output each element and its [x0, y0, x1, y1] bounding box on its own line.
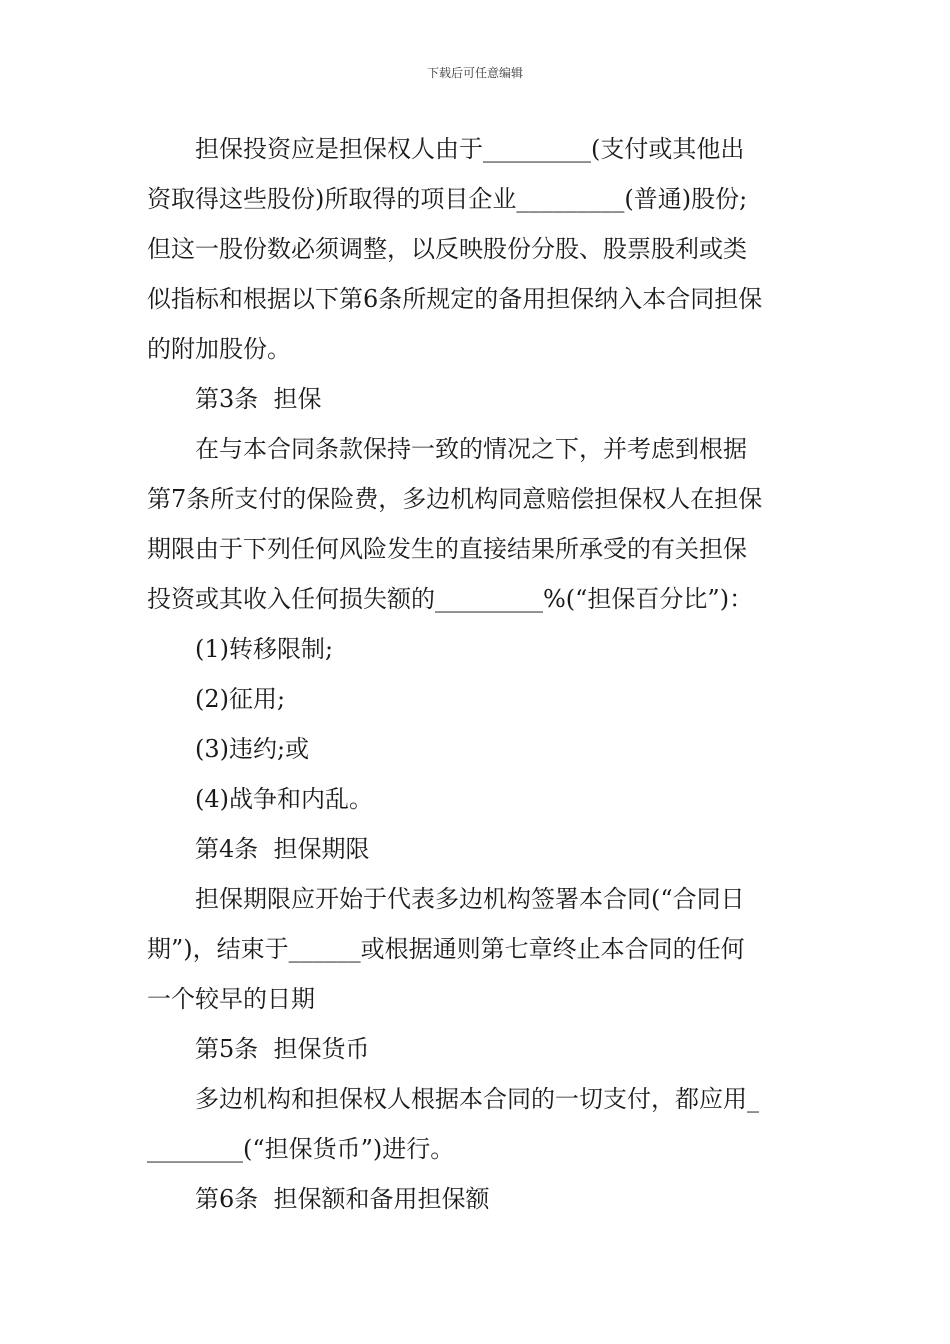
text-line: 担保投资应是担保权人由于_________(支付或其他出	[195, 135, 745, 163]
text-line: 第7条所支付的保险费，多边机构同意赔偿担保权人在担保	[147, 485, 763, 513]
text-line: 担保期限应开始于代表多边机构签署本合同(“合同日	[195, 885, 745, 913]
paragraph-investment	[147, 124, 807, 374]
list-item-text: (1)转移限制;	[195, 635, 334, 663]
text-line: 多边机构和担保权人根据本合同的一切支付，都应用_	[195, 1085, 759, 1113]
list-item-text: (3)违约;或	[195, 735, 310, 763]
list-item-text: (2)征用;	[195, 685, 286, 713]
text-line: 的附加股份。	[147, 335, 291, 363]
text-line: ________(“担保货币”)进行。	[147, 1135, 455, 1163]
text-line: 但这一股份数必须调整，以反映股份分股、股票股利或类	[147, 235, 747, 263]
list-item-text: (4)战争和内乱。	[195, 785, 373, 813]
section-heading-6	[147, 1174, 807, 1224]
heading-text: 第3条 担保	[195, 385, 322, 413]
document-body	[147, 124, 807, 1224]
paragraph-currency	[147, 1074, 807, 1174]
heading-text: 第6条 担保额和备用担保额	[195, 1185, 490, 1213]
list-item-risk-4	[147, 774, 807, 824]
section-heading-5	[147, 1024, 807, 1074]
list-item-risk-3	[147, 724, 807, 774]
text-line: 投资或其收入任何损失额的_________%(“担保百分比”)：	[147, 585, 754, 613]
page-header: 下载后可任意编辑	[426, 66, 523, 80]
section-heading-3	[147, 374, 807, 424]
paragraph-guarantee	[147, 424, 807, 624]
heading-text: 第4条 担保期限	[195, 835, 370, 863]
section-heading-4	[147, 824, 807, 874]
text-line: 期限由于下列任何风险发生的直接结果所承受的有关担保	[147, 535, 747, 563]
text-line: 在与本合同条款保持一致的情况之下，并考虑到根据	[195, 435, 747, 463]
list-item-risk-1	[147, 624, 807, 674]
text-line: 一个较早的日期	[147, 985, 315, 1013]
heading-text: 第5条 担保货币	[195, 1035, 370, 1063]
text-line: 资取得这些股份)所取得的项目企业_________(普通)股份;	[147, 185, 748, 213]
list-item-risk-2	[147, 674, 807, 724]
text-line: 似指标和根据以下第6条所规定的备用担保纳入本合同担保	[147, 285, 763, 313]
paragraph-term	[147, 874, 807, 1024]
text-line: 期”)，结束于______或根据通则第七章终止本合同的任何	[147, 935, 745, 963]
